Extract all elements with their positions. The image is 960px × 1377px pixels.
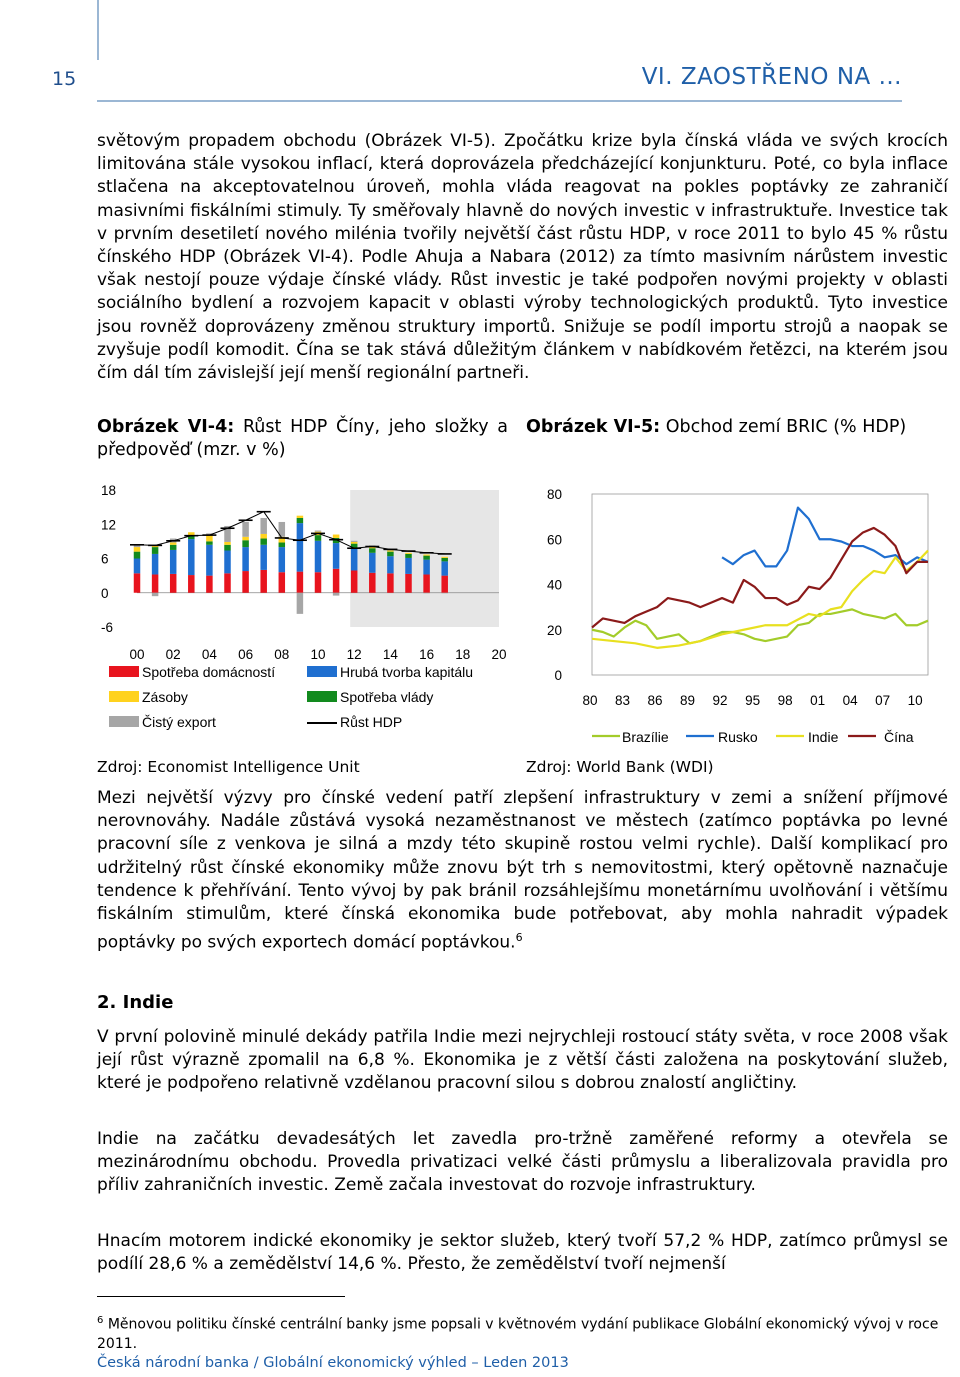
x-tick-label: 04 xyxy=(842,693,858,708)
bar-segment xyxy=(387,573,394,592)
bar-segment xyxy=(279,543,286,548)
page-number: 15 xyxy=(52,68,77,90)
bar-segment xyxy=(242,537,249,540)
paragraph-3: V první polovině minulé dekády patřila Indie mezi nejrychleji rostoucí státy světa, v roce 2008 však její růst výrazně zpomalil na 6,8 %. Ekonomika je z větší části založena na poskytování služeb, které je podpořeno relativně vzdělanou pracovní silou s dobrou znalostí angličtiny. xyxy=(97,1027,948,1094)
legend-label: Čistý export xyxy=(142,714,216,730)
x-tick-label: 20 xyxy=(491,647,507,662)
bar-segment xyxy=(315,541,322,572)
y-tick-label: 60 xyxy=(546,532,562,548)
bar-segment xyxy=(242,540,249,547)
x-tick-label: 10 xyxy=(907,693,923,708)
bar-segment xyxy=(369,548,376,553)
bar-segment xyxy=(405,574,412,593)
bar-segment xyxy=(333,535,340,538)
plot-frame xyxy=(592,494,928,675)
bar-segment xyxy=(279,547,286,572)
bar-segment xyxy=(134,573,141,592)
y-tick-label: 80 xyxy=(546,487,562,502)
x-tick-label: 92 xyxy=(712,693,728,708)
bar-segment xyxy=(242,547,249,571)
bar-segment xyxy=(260,570,267,593)
footnote-ref: 6 xyxy=(515,931,523,945)
bar-segment xyxy=(152,574,159,592)
legend-swatch xyxy=(109,666,139,677)
bar-segment xyxy=(405,553,412,554)
bar-segment xyxy=(224,573,231,592)
x-tick-label: 18 xyxy=(455,647,471,662)
legend-swatch xyxy=(109,716,139,727)
bar-segment xyxy=(152,554,159,575)
chapter-title: VI. ZAOSTŘENO NA ... xyxy=(641,64,902,90)
x-tick-label: 06 xyxy=(238,647,254,662)
paragraph-1: světovým propadem obchodu (Obrázek VI-5). Zpočátku krize byla čínská vláda ve svých krocích limitována stále vysokou inflací, která doprovázela předcházející konjunkturu. Poté, co byla inflace stlačena na akceptovatelnou úroveň, mohla vláda reagovat na pokles poptávky ze zahraničí masivními fiskálními stimuly. Ty směřovaly hlavně do nových investic v infrastruktuře. Investice tak v prvním desetiletí nového milénia tvořily největší část růstu HDP, v roce 2011 to bylo 45 % růstu čínského HDP (Obrázek VI-4). Podle Ahuja a Nabara (2012) za tímto masivním nárůstem investic však nestojí pouze výdaje čínské vlády. Růst investic je také podpořen novými projekty v oblasti sociálního bydlení a rozvojem kapacit v oblasti výroby technologických produktů. Tyto investice jsou rovněž doprovázeny změnou struktury importů. Snižuje se podíl importu strojů a naopak se zvyšuje podíl komodit. Čína se tak stává důležitým článkem v nabídkovém řetězci, na kterém jsou čím dál tím závislejší její menší regionální partneři. xyxy=(97,131,948,384)
bar-segment xyxy=(206,541,213,544)
legend-swatch xyxy=(307,691,337,702)
bar-segment xyxy=(260,539,267,545)
bar-segment xyxy=(279,572,286,593)
bar-segment xyxy=(333,569,340,593)
y-tick-label: 20 xyxy=(546,622,562,638)
y-tick-label: -6 xyxy=(101,620,114,635)
bar-segment xyxy=(351,570,358,592)
bar-segment xyxy=(134,552,141,559)
legend-label: Zásoby xyxy=(142,689,188,705)
bar-segment xyxy=(297,518,304,523)
bar-segment xyxy=(405,558,412,574)
series-line xyxy=(722,508,928,567)
y-tick-label: 0 xyxy=(101,585,109,601)
bar-segment xyxy=(260,534,267,539)
bar-segment xyxy=(387,551,394,552)
bar-segment xyxy=(423,560,430,575)
paragraph-4: Indie na začátku devadesátých let zavedla pro-tržně zaměřené reformy a otevřela se mezinárodnímu obchodu. Provedla privatizaci velké části průmyslu a liberalizovala pravidla pro příliv zahraničních investic. Země začala investovat do rozvoje infrastruktury. xyxy=(97,1129,948,1196)
bar-segment xyxy=(170,543,177,545)
legend-label: Indie xyxy=(808,729,839,745)
header-vertical-rule xyxy=(97,0,99,60)
legend-label: Spotřeba vlády xyxy=(340,689,434,705)
x-tick-label: 02 xyxy=(165,647,181,662)
y-tick-label: 40 xyxy=(546,577,562,593)
bar-segment xyxy=(369,573,376,593)
legend-label: Hrubá tvorba kapitálu xyxy=(340,664,474,680)
x-tick-label: 00 xyxy=(129,647,145,662)
x-tick-label: 86 xyxy=(647,693,663,708)
header-rule xyxy=(97,100,902,102)
bar-segment xyxy=(351,549,358,571)
figure-5-source: Zdroj: World Bank (WDI) xyxy=(526,758,714,776)
bar-segment xyxy=(170,545,177,550)
bar-segment xyxy=(351,541,358,542)
figure-5-caption xyxy=(526,416,948,439)
bar-segment xyxy=(152,547,159,554)
bar-segment xyxy=(206,576,213,593)
x-tick-label: 98 xyxy=(777,693,793,708)
footnote: $^6$ Měnovou politiku čínské centrální banky jsme popsali v květnovém vydání publikace Globální ekonomický vývoj v roce 2011. xyxy=(97,1315,939,1352)
bar-segment xyxy=(315,531,322,532)
bar-segment xyxy=(224,551,231,574)
bar-segment xyxy=(315,572,322,593)
bar-segment xyxy=(315,535,322,541)
bar-segment xyxy=(297,516,304,518)
bar-segment xyxy=(423,574,430,592)
figure-5-label: Obrázek VI-5: xyxy=(526,417,661,437)
x-tick-label: 95 xyxy=(745,693,761,708)
x-tick-label: 89 xyxy=(680,693,696,708)
bar-segment xyxy=(441,558,448,561)
bar-segment xyxy=(242,522,249,537)
y-tick-label: 6 xyxy=(101,551,109,567)
legend-label: Rusko xyxy=(718,729,758,745)
legend-swatch xyxy=(307,666,337,677)
bar-segment xyxy=(441,561,448,575)
bar-segment xyxy=(134,559,141,574)
figure-4-source: Zdroj: Economist Intelligence Unit xyxy=(97,758,360,776)
bar-segment xyxy=(134,547,141,552)
bar-segment xyxy=(423,555,430,556)
legend-label: Růst HDP xyxy=(340,714,403,730)
bar-segment xyxy=(405,554,412,558)
x-tick-label: 01 xyxy=(810,693,826,708)
bar-segment xyxy=(441,593,448,594)
bar-segment xyxy=(387,556,394,573)
y-tick-label: 18 xyxy=(101,483,117,498)
legend-label: Spotřeba domácností xyxy=(142,664,276,680)
legend-swatch xyxy=(109,691,139,702)
legend-label: Čína xyxy=(884,729,914,745)
x-tick-label: 16 xyxy=(419,647,435,662)
bar-segment xyxy=(170,550,177,574)
bar-segment xyxy=(224,545,231,551)
series-line xyxy=(592,551,928,648)
bar-segment xyxy=(333,543,340,569)
bar-segment xyxy=(297,593,304,614)
figure-4-caption xyxy=(97,416,508,462)
bar-segment xyxy=(134,545,141,547)
footnote-rule xyxy=(97,1296,345,1297)
x-tick-label: 83 xyxy=(615,693,631,708)
x-tick-label: 12 xyxy=(346,647,362,662)
bar-segment xyxy=(297,572,304,593)
section-heading: 2. Indie xyxy=(97,992,174,1013)
series-line xyxy=(592,528,928,628)
bar-segment xyxy=(206,545,213,576)
paragraph-5: Hnacím motorem indické ekonomiky je sektor služeb, který tvoří 57,2 % HDP, zatímco průmysl se podílí 28,6 % a zemědělství 14,6 %. Přesto, že zemědělství tvoří nejmenší xyxy=(97,1231,948,1275)
footer: Česká národní banka / Globální ekonomický výhled – Leden 2013 xyxy=(97,1355,569,1371)
bar-segment xyxy=(297,523,304,572)
bar-segment xyxy=(170,574,177,593)
legend-label: Brazílie xyxy=(622,729,669,745)
figure-4-title: Růst HDP Číny, jeho složky a předpověď (mzr. v %) xyxy=(97,417,508,460)
figure-5-title: Obchod zemí BRIC (% HDP) xyxy=(665,417,907,437)
bar-segment xyxy=(423,593,430,594)
bar-segment xyxy=(224,542,231,545)
figure-4-label: Obrázek VI-4: xyxy=(97,417,235,437)
y-tick-label: 12 xyxy=(101,517,117,533)
x-tick-label: 04 xyxy=(201,647,217,662)
bar-segment xyxy=(441,576,448,593)
x-tick-label: 10 xyxy=(310,647,326,662)
bar-segment xyxy=(351,542,358,544)
bar-segment xyxy=(260,518,267,534)
x-tick-label: 14 xyxy=(382,647,398,662)
bar-segment xyxy=(369,553,376,573)
bar-segment xyxy=(387,552,394,557)
bar-segment xyxy=(188,575,195,593)
bar-segment xyxy=(152,593,159,596)
paragraph-2: Mezi největší výzvy pro čínské vedení patří zlepšení infrastruktury v zemi a snížení příjmové nerovnováhy. Nadále zůstává vysoká nezaměstnanost ve městech (zatímco poptávka po levné pracovní síle z venkova je silná a mzdy této skupině rostou velmi rychle). Další komplikací pro udržitelný růst čínské ekonomiky může znovu být trh s nemovitostmi, který opětovně naznačuje tendence k přehřívání. Tento vývoj by pak bránil rozsáhlejšímu monetárnímu uvolňování i většímu fiskálním stimulům, které čínská ekonomika bude potřebovat, aby mohla nahradit výpadek poptávky po svých exportech domácí poptávkou.$^6$ xyxy=(97,788,948,953)
x-tick-label: 07 xyxy=(875,693,891,708)
bar-segment xyxy=(423,556,430,560)
bar-segment xyxy=(260,545,267,570)
bar-segment xyxy=(188,539,195,575)
gdp-components-chart xyxy=(97,474,517,749)
x-tick-label: 08 xyxy=(274,647,290,662)
x-tick-label: 80 xyxy=(582,693,598,708)
bar-segment xyxy=(333,593,340,596)
bar-segment xyxy=(441,557,448,558)
y-tick-label: 0 xyxy=(554,668,562,683)
bric-trade-chart xyxy=(526,474,956,749)
bar-segment xyxy=(242,571,249,593)
